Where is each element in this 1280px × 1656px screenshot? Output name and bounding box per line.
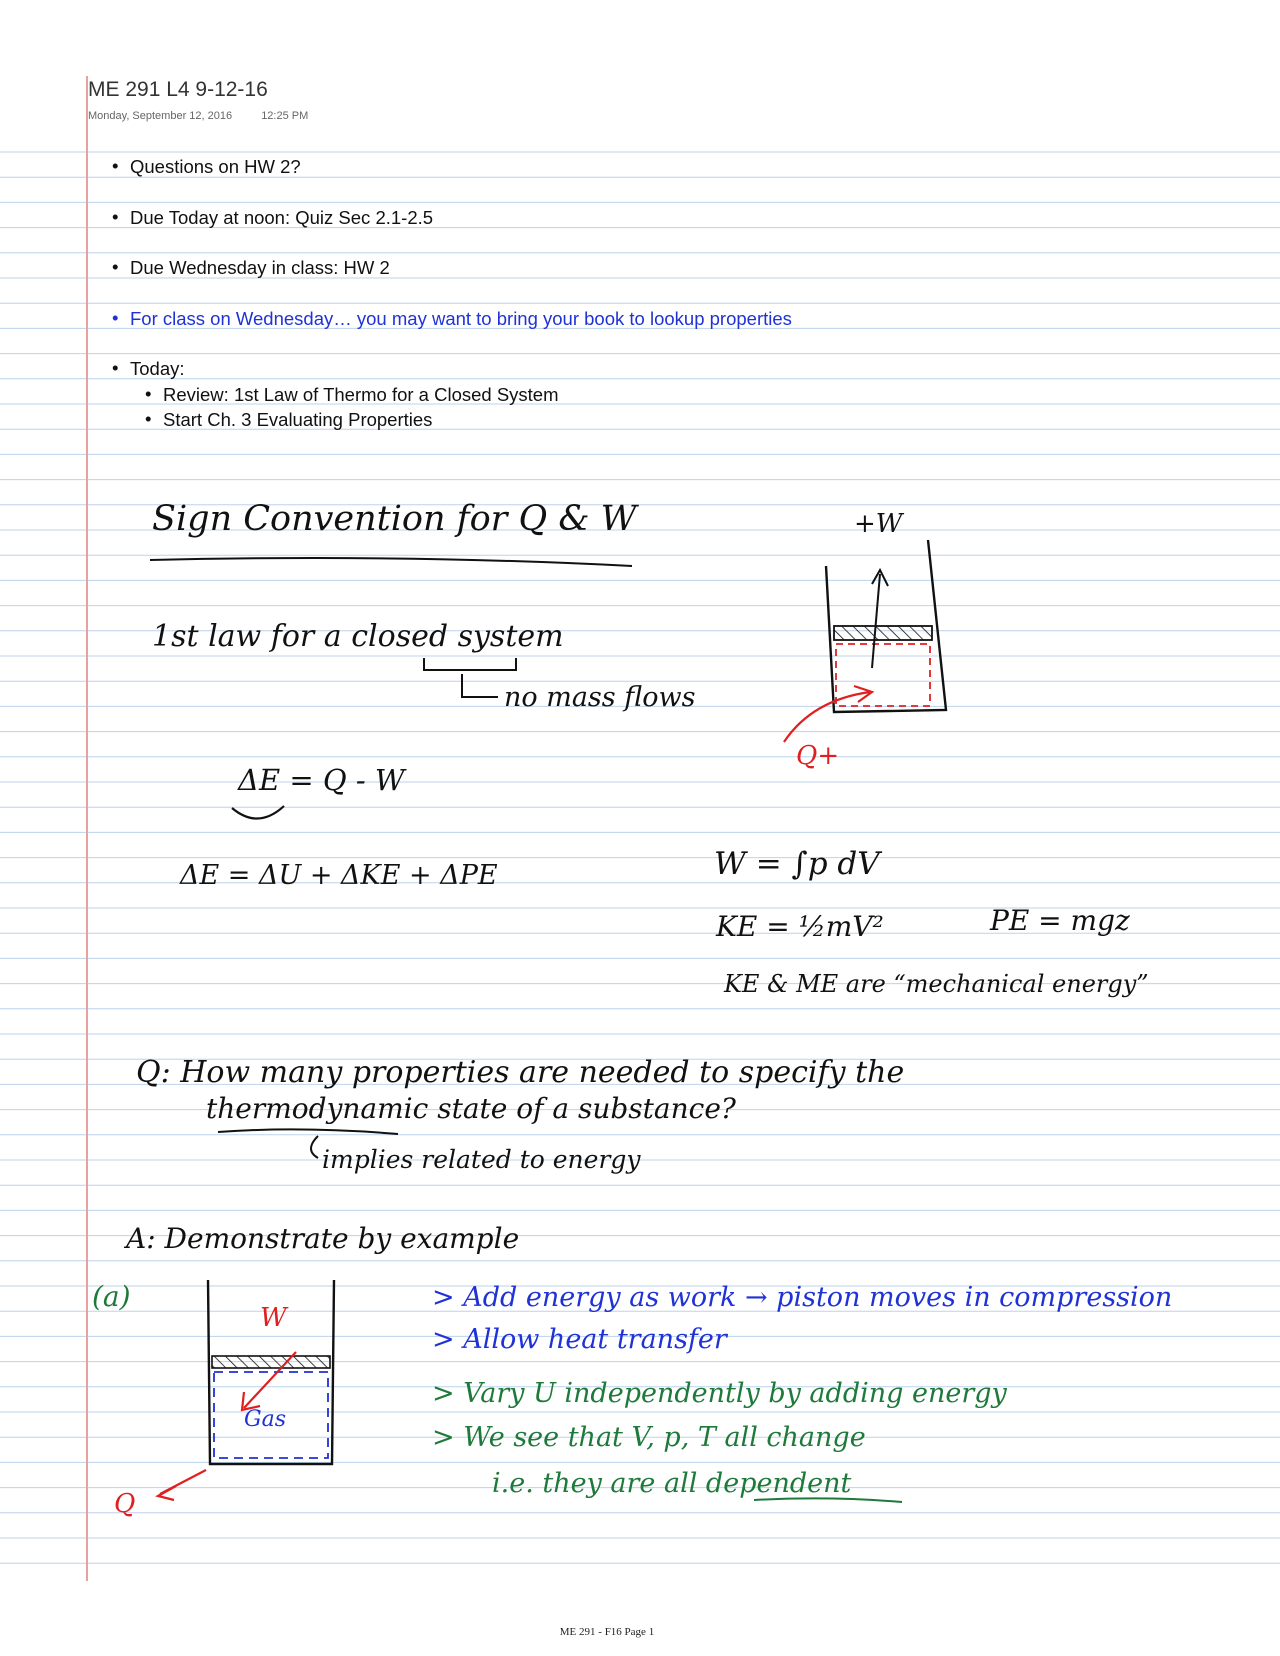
fig-q-arrow xyxy=(158,1470,206,1500)
bullet-hw-questions: • Questions on HW 2? xyxy=(130,156,301,178)
footer-text: ME 291 - F16 Page 1 xyxy=(559,1626,655,1638)
fig-q-label: Q xyxy=(114,1489,136,1519)
no-mass-flows-text: no mass flows xyxy=(504,682,696,713)
page-footer xyxy=(0,1626,1280,1638)
observation-vary-u: > Vary U independently by adding energy xyxy=(432,1378,1007,1409)
plus-w-label: +W xyxy=(854,509,903,539)
first-law-text: 1st law for a closed system xyxy=(152,619,564,654)
q-plus-label: Q+ xyxy=(796,741,840,771)
piston-hatch xyxy=(834,626,932,640)
question-line-2: thermodynamic state of a substance? xyxy=(206,1092,736,1125)
note-time: 12:25 PM xyxy=(261,110,309,122)
page-title: ME 291 L4 9-12-16 xyxy=(88,78,268,101)
question-line-1: Q: How many properties are needed to specify the xyxy=(136,1055,905,1090)
fig-w-label: W xyxy=(260,1303,287,1333)
work-integral: W = ∫p dV xyxy=(714,846,880,882)
bullet-today: • Today: xyxy=(130,358,185,380)
dependent-underline xyxy=(754,1498,902,1502)
energy-sum-equation: ΔE = ΔU + ΔKE + ΔPE xyxy=(180,860,498,891)
observation-add-work: > Add energy as work → piston moves in compression xyxy=(432,1282,1173,1313)
heading-underline xyxy=(150,558,632,566)
today-item-review: • Review: 1st Law of Thermo for a Closed System xyxy=(163,384,559,406)
bullet-quiz-due: • Due Today at noon: Quiz Sec 2.1-2.5 xyxy=(130,207,433,229)
bullet-hw-due: • Due Wednesday in class: HW 2 xyxy=(130,257,390,279)
note-date: Monday, September 12, 2016 xyxy=(88,110,233,122)
piston-hatch-a xyxy=(212,1356,330,1368)
part-a-label: (a) xyxy=(92,1280,131,1313)
energy-equation: ΔE = Q - W xyxy=(238,763,405,797)
sign-convention-heading: Sign Convention for Q & W xyxy=(152,499,637,539)
thermodynamic-underline xyxy=(218,1129,398,1134)
bullet-bring-book: • For class on Wednesday… you may want to bring your book to lookup properties xyxy=(130,308,792,330)
heat-arrow xyxy=(784,686,872,742)
gas-label: Gas xyxy=(244,1407,286,1432)
mechanical-energy-note: KE & ME are “mechanical energy” xyxy=(724,970,1149,998)
no-mass-pointer xyxy=(462,674,498,697)
delta-e-brace xyxy=(232,806,284,819)
piston-diagram-top xyxy=(784,509,946,771)
observation-heat-transfer: > Allow heat transfer xyxy=(432,1324,727,1355)
closed-brace xyxy=(424,658,516,670)
observation-all-change: > We see that V, p, T all change xyxy=(432,1422,866,1453)
work-arrow xyxy=(872,570,888,668)
kinetic-energy-eq: KE = ½mV² xyxy=(716,910,884,943)
implies-pointer xyxy=(311,1136,318,1158)
potential-energy-eq: PE = mgz xyxy=(990,904,1130,937)
answer-line: A: Demonstrate by example xyxy=(126,1222,520,1255)
implies-text: implies related to energy xyxy=(322,1145,641,1174)
piston-diagram-a xyxy=(114,1280,334,1519)
today-item-ch3: • Start Ch. 3 Evaluating Properties xyxy=(163,409,432,431)
observation-dependent: i.e. they are all dependent xyxy=(492,1468,852,1499)
